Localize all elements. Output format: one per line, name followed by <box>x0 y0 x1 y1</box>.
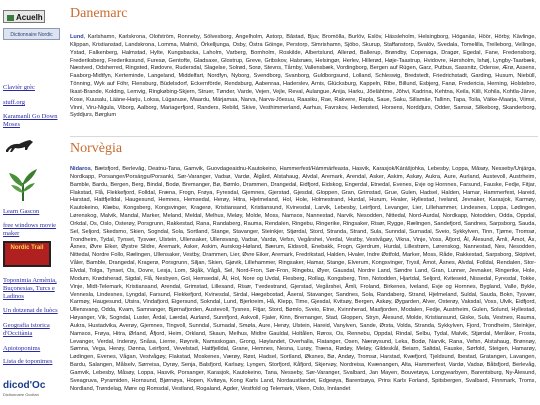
sidebar-link-dotzenat[interactable]: Un dotzenat de luòcs <box>3 307 58 314</box>
home-icon <box>7 15 14 21</box>
sidebar-link-toponimia-armenia[interactable]: Toponimia Armènia, Buçonesias, Turcs e Ladinos <box>3 277 57 300</box>
dicod-sub: Dictionnaire Occitan <box>3 392 39 397</box>
dictionary-banner[interactable]: Dictionnaire Nordic <box>3 28 60 40</box>
sidebar-link-learn-gascon[interactable]: Learn Gascon <box>3 208 40 215</box>
place-list-norvegia: , Bætsfjord, Berlevåg, Deatnu-Tana, Gamvik, Guovdageaidnu-Kautokeino, Hammerfest/Hámmárfeasta, Hasvik, Karasjok/Kárášjohka, Lebesby, Loppa, Måsøy, Nesseby/Unjárga, Nordkapp, Porsanger/Porsáŋgu/Porsanki, Sør-Varanger, Vadsø, Vardø, Ålgård, Alstahaug, Alvdal, Aremark, Arendal, Asker, Askim, Askøy, Aukra, Aure, Aurland, Austevoll, Austrheim, Bamble, Bardu, Bergen, Berg, Bindal, Bodø, Bremanger, Bø, Bømlo, Drammen, Drangedal, Eidfjord, Eidskog, Engerdal, Etnedal, Evenes, Evje og Hornnes, Farsund, Fauske, Fedje, Fitjar, Flakstad, Flå, Flekkefjord, Folldal, Fræna, Frogn, Frøya, Fyresdal, Gjemnes, Gjerstad, Gjesdal, Gloppen, Gran, Grimstad, Grue, Gulen, Hadsel, Halden, Hamar, Hammerfest, Hareid, Harstad, Hattfjelldal, Haugesund, Hemnes, Hemsedal, Herøy, Hitra, Hjelmeland, Hol, Hole, Holmestrand, Hurdal, Hurum, Hvaler, Hyllestad, Iveland, Jevnaker, Karasjok, Karmøy, Kautokeino, Klæbu, Kongsberg, Kongsvinger, Kragerø, Kristiansand, Kristiansund, Kvinesdal, Larvik, Lebesby, Leirfjord, Levanger, Lier, Lillehammer, Lindesnes, Loppa, Lødingen, Lørenskog, Malvik, Mandal, Marker, Meland, Meldal, Melhus, Meløy, Molde, Moss, Namsos, Nannestad, Narvik, Nesodden, Nittedal, Nord-Aurdal, Nordkapp, Notodden, Odda, Oppdal, Orkdal, Os, Oslo, Osterøy, Porsgrunn, Rakkestad, Rana, Randaberg, Rauma, Rendalen, Ringebu, Ringerike, Ringsaker, Risør, Rygge, Rælingen, Sandefjord, Sandnes, Sarpsborg, Sauda, Sel, Seljord, Skedsmo, Skien, Sogndal, Sola, Sortland, Stange, Stavanger, Steinkjer, Stjørdal, Stord, Stranda, Strand, Sula, Sunndal, Surnadal, Sveio, Sykkylven, Tinn, Tjøme, Tromsø, Trondheim, Tydal, Tynset, Tysvær, Ulstein, Ullensaker, Ullensvang, Vadsø, Vardø, Vefsn, Vegårshei, Verdal, Vestby, Vestvågøy, Vikna, Vinje, Voss, Åfjord, Ål, Ålesund, Åmli, Åmot, Ås, Åsnes, Øvre Eiker, Øystre Slidre, Aremark, Asker, Askim, Aurskog-Høland, Bærum, Eidsvoll, Enebakk, Frogn, Gjerdrum, Hurdal, Lillestrøm, Lørenskog, Nannestad, Nes, Nesodden, Nittedal, Nordre Follo, Rælingen, Ullensaker, Vestby, Drammen, Lier, Øvre Eiker, Aremark, Fredrikstad, Halden, Hvaler, Indre Østfold, Marker, Moss, Råde, Rakkestad, Sarpsborg, Skiptvet, Våler, Bamble, Drangedal, Kragerø, Porsgrunn, Siljan, Skien, Gjøvik, Lillehammer, Ringsaker, Hamar, Stange, Elverum, Kongsvinger, Trysil, Åmot, Åsnes, Alvdal, Folldal, Rendalen, Stor-Elvdal, Tolga, Tynset, Os, Dovre, Lesja, Lom, Skjåk, Vågå, Sel, Nord-Fron, Sør-Fron, Ringebu, Øyer, Gausdal, Nordre Land, Søndre Land, Gran, Lunner, Jevnaker, Ringerike, Hole, Modum, Krødsherad, Sigdal, Flå, Nesbyen, Gol, Hemsedal, Ål, Hol, Nore og Uvdal, Flesberg, Rollag, Kongsberg, Tinn, Notodden, Hjartdal, Seljord, Kviteseid, Nissedal, Fyresdal, Tokke, Vinje, Midt-Telemark, Kristiansand, Arendal, Grimstad, Lillesand, Risør, Tvedestrand, Gjerstad, Vegårshei, Åmli, Froland, Birkenes, Iveland, Evje og Hornnes, Bygland, Valle, Bykle, Vennesla, Lindesnes, Lyngdal, Farsund, Flekkefjord, Kvinesdal, Sirdal, Hægebostad, Åseral, Stavanger, Sandnes, Sola, Randaberg, Strand, Hjelmeland, Suldal, Sauda, Bokn, Tysvær, Karmøy, Haugesund, Utsira, Vindafjord, Eigersund, Sokndal, Lund, Bjerkreim, Hå, Klepp, Time, Gjesdal, Kvitsøy, Bergen, Askøy, Øygarden, Alver, Osterøy, Vaksdal, Voss, Ulvik, Eidfjord, Ullensvang, Odda, Kvam, Samnanger, Bjørnafjorden, Austevoll, Tysnes, Fitjar, Stord, Bømlo, Sveio, Etne, Kvinnherad, Masfjorden, Modalen, Fedje, Austrheim, Gulen, Solund, Hyllestad, Høyanger, Vik, Sogndal, Luster, Årdal, Lærdal, Aurland, Sunnfjord, Askvoll, Fjaler, Kinn, Bremanger, Stad, Gloppen, Stryn, Ålesund, Molde, Kristiansund, Giske, Sula, Vestnes, Rauma, Aukra, Hustadvika, Averøy, Gjemnes, Tingvoll, Sunndal, Surnadal, Smøla, Aure, Herøy, Ulstein, Hareid, Vanylven, Sande, Ørsta, Volda, Stranda, Sykkylven, Fjord, Trondheim, Steinkjer, Namsos, Frøya, Hitra, Ørland, Åfjord, Heim, Orkland, Skaun, Melhus, Midtre Gauldal, Holtålen, Røros, Os, Rennebu, Oppdal, Rindal, Selbu, Tydal, Malvik, Stjørdal, Meråker, Frosta, Levanger, Verdal, Inderøy, Snåsa, Lierne, Røyrvik, Namsskogan, Grong, Høylandet, Overhalla, Flatanger, Osen, Nærøysund, Leka, Bodø, Narvik, Rana, Vefsn, Alstahaug, Brønnøy, Sømna, Vega, Herøy, Dønna, Leirfjord, Vevelstad, Hattfjelldal, Grane, Hemnes, Nesna, Lurøy, Træna, Rødøy, Meløy, Gildeskål, Beiarn, Saltdal, Fauske, Sørfold, Steigen, Hamarøy, Lødingen, Evenes, Vågan, Vestvågøy, Flakstad, Moskenes, Værøy, Røst, Hadsel, Sortland, Øksnes, Bø, Andøy, Tromsø, Harstad, Kvæfjord, Tjeldsund, Ibestad, Gratangen, Lavangen, Bardu, Salangen, Målselv, Sørreisa, Dyrøy, Senja, Balsfjord, Karlsøy, Lyngen, Storfjord, Kåfjord, Skjervøy, Nordreisa, Kvænangen, Alta, Hammerfest, Vardø, Vadsø, Båtsfjord, Berlevåg, Gamvik, Lebesby, Måsøy, Loppa, Hasvik, Porsanger, Karasjok, Kautokeino, Tana, Nesseby, Sør-Varanger, Svalbard, Jan Mayen, Bouvetøya, Longyearbyen, Barentsburg, Ny-Ålesund, Sveagruva, Pyramiden, Hornsund, Bjørnøya, Hopen, Kvitøya, Kong Karls Land, Nordaustlandet, Edgeøya, Barentsøya, Prins Karls Forland, Spitsbergen, Svalbard, Finnmark, Troms, Nordland, Trøndelag, Møre og Romsdal, Vestland, Rogaland, Agder, Vestfold og Telemark, Viken, Oslo, Innlandet <box>70 166 536 392</box>
main-content <box>70 0 538 405</box>
horse-icon[interactable] <box>3 137 37 155</box>
section-body-norvegia <box>70 166 536 404</box>
sidebar-link-movie-maker[interactable]: free windows movie maker <box>3 222 57 237</box>
section-body-danemarc <box>70 34 536 133</box>
sidebar-link-lista-toponimes[interactable]: Lista de toponimes <box>3 358 53 365</box>
sidebar-link-clavier-grec[interactable]: Clavièr grèc <box>3 84 35 91</box>
home-button[interactable] <box>3 10 45 23</box>
sidebar-link-karamanli[interactable]: Karamanli Go Down Moses <box>3 113 58 128</box>
lead-link-nidaros[interactable]: Nidaros <box>70 166 91 172</box>
section-title-norvegia: Norvègia <box>70 141 123 156</box>
sidebar-link-geografia[interactable]: Geografia istorica d'Occitània <box>3 322 50 337</box>
place-list-danemarc: , Karlshamn, Karlskrona, Olofström, Ronneby, Sölvesborg, Ängelholm, Åstorp, Båstad, Bjuv, Bromölla, Burlöv, Eslöv, Hässleholm, Helsingborg, Höganäs, Höör, Hörby, Kävlinge, Klippan, Kristianstad, Landskrona, Lomma, Malmö, Örkelljunga, Osby, Östra Göinge, Perstorp, Simrishamn, Sjöbo, Skurup, Staffanstorp, Svalöv, Svedala, Tomelilla, Trelleborg, Vellinge, Ystad, Falkenberg, Halmstad, Hylte, Kungsbacka, Laholm, Varberg, Bornholm, Roskilde, Albertslund, Allerød, Ballerup, Brøndby, Copenaga, Dragør, Egedal, Fane, Fredensborg, Frederiksberg, Frederikssund, Furesø, Gentofte, Gladsaxe, Glostrup, Greve, Gribskov, Halsnæs, Helsingør, Herlev, Hillerød, Høje-Taastrup, Hvidovre, Hørsholm, Ishøj, Lyngby-Taarbæk, Næstved, Odsherred, Ringsted, Rødovre, Rudersdal, Slagelse, Solrød, Sorø, Stevns, Tårnby, Vallensbæk, Vordingborg, Bergen auf Rügen, Garz, Putbus, Sassnitz, Odense, Ærø, Assens, Faaborg-Midtfyn, Kerteminde, Langeland, Middelfart, Nordfyn, Nyborg, Svendborg, Svanborg, Guldborgsund, Lolland, Schleswig, Bredstedt, Friedrichstadt, Garding, Husum, Niebüll, Tönning, Wyk auf Föhr, Flensburg, Büdelsdorf, Eckernförde, Rendsburg, Aabenraa, Haderslev, Arnis, Glücksburg, Kappeln, Ribe, Billund, Esbjerg, Fanø, Fredericia, Herning, Holstebro, Ikast-Brande, Kolding, Lemvig, Ringkøbing-Skjern, Struer, Tønder, Varde, Vejen, Vejle, Reval, Aulangue, Anija, Harku, Jõelähtme, Jõhvi, Kadrina, Kehtna, Keila, Kiili, Kohila, Kohtla-Järve, Kose, Kuusalu, Lääne-Harju, Loksa, Lüganuse, Maardu, Märjamaa, Narva, Narva-Jõesuu, Raasiku, Rae, Rakvere, Rapla, Saue, Saku, Sillamäe, Tallinn, Tapa, Toila, Väike-Maarja, Viimsi, Vinni, Viru-Nigula, Viborg, Aalborg, Mariagerfjord, Randers, Rebild, Skive, Vesthimmerland, Aarhus, Favrskov, Hedensted, Horsens, Norddjurs, Odder, Samsø, Silkeborg, Skanderborg, Syddjurs, Børglum <box>70 34 536 119</box>
sidebar-link-stuff[interactable]: stuff.org <box>3 99 25 106</box>
plant-icon[interactable] <box>3 165 43 203</box>
lead-link-lund[interactable]: Lund <box>70 34 84 40</box>
nordic-badge[interactable]: Nordic Trail <box>3 241 51 267</box>
dicod-logo[interactable] <box>3 380 63 400</box>
sidebar-link-apiotoponims[interactable]: Apiotoponims <box>3 345 41 352</box>
dicod-label: dicod'Oc <box>3 380 46 391</box>
section-title-danemarc: Danemarc <box>70 6 128 21</box>
section-divider <box>70 136 538 137</box>
sidebar <box>0 0 66 405</box>
home-label: Acuelh <box>16 13 43 22</box>
